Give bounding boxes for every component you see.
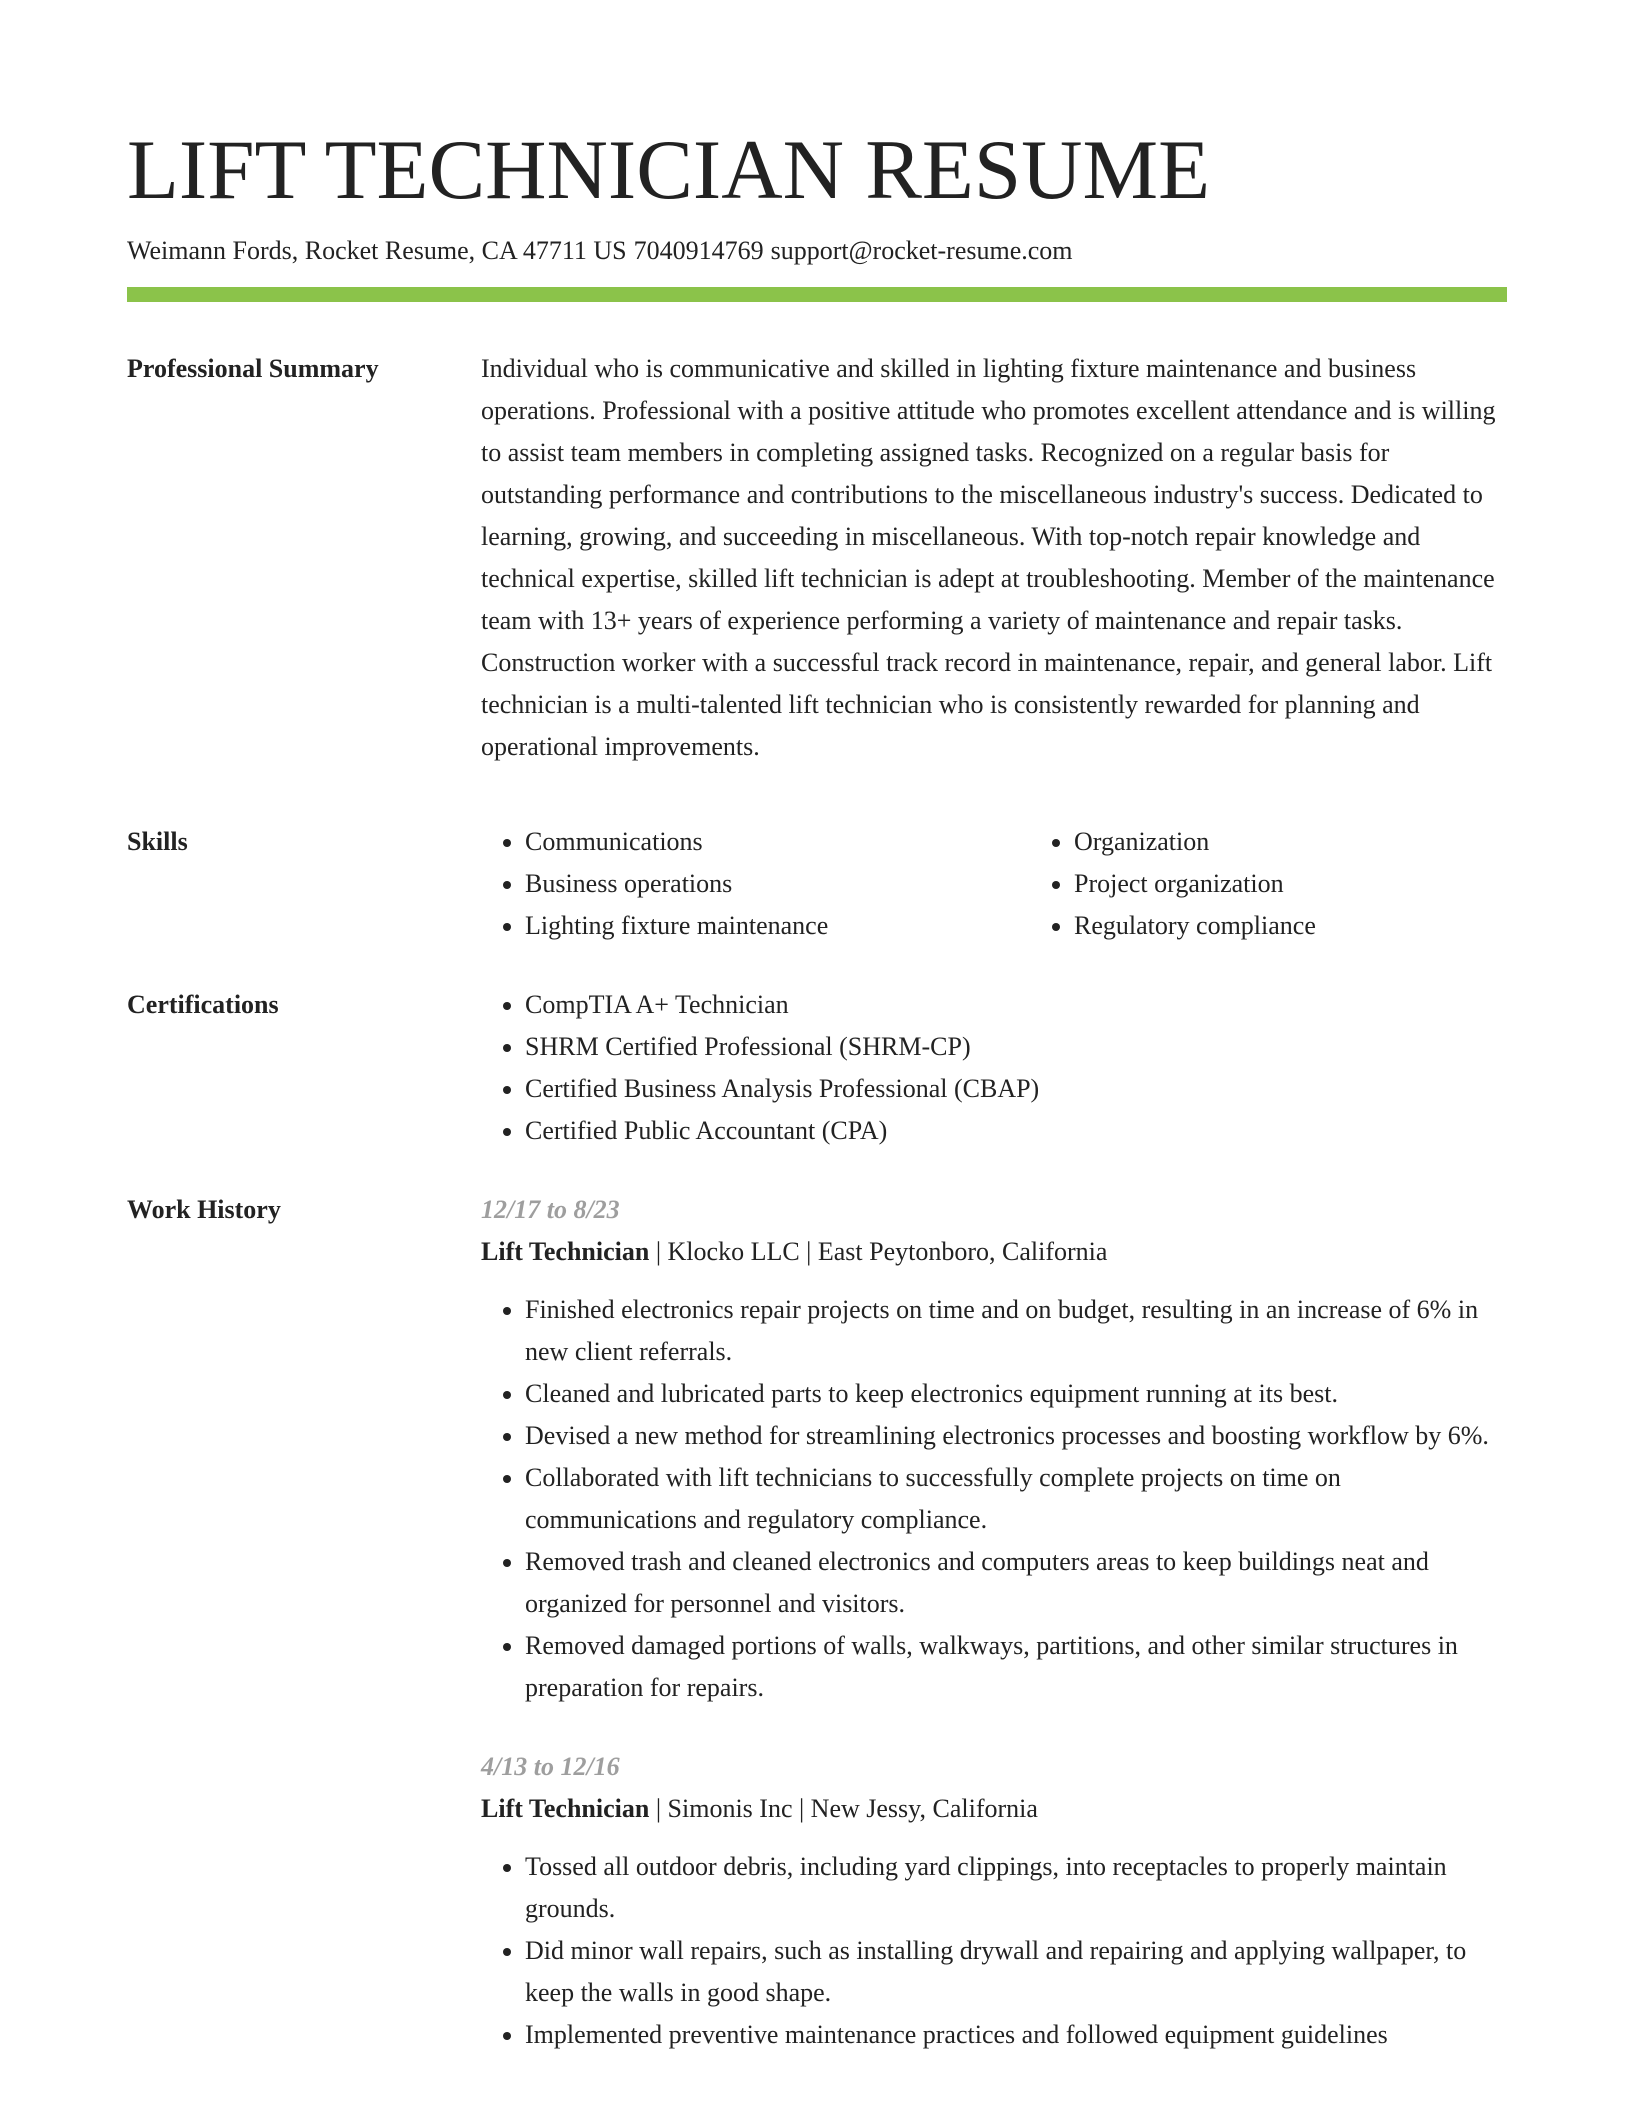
job-heading [481,1788,1507,1830]
certification-item: • SHRM Certified Professional (SHRM-CP) [525,1026,1507,1068]
skill-item: • Communications [525,821,1030,863]
skill-item: • Regulatory compliance [1074,905,1316,947]
certification-item: • Certified Business Analysis Professional (CBAP) [525,1068,1507,1110]
section-label-summary: Professional Summary [127,354,379,383]
skills-section [127,821,1507,947]
resume-body [127,348,1507,2056]
job-bullets [481,1289,1507,1709]
job-bullet: • Removed damaged portions of walls, walkways, partitions, and other similar structures in preparation for repairs. [525,1625,1507,1709]
job-bullet: • Did minor wall repairs, such as installing drywall and repairing and applying wallpaper, to keep the walls in good shape. [525,1930,1507,2014]
section-label-work-history: Work History [127,1195,281,1224]
job-bullet: • Cleaned and lubricated parts to keep electronics equipment running at its best. [525,1373,1507,1415]
resume-header [127,118,1507,268]
certification-item: • Certified Public Accountant (CPA) [525,1110,1507,1152]
job-bullet: • Tossed all outdoor debris, including yard clippings, into receptacles to properly maintain grounds. [525,1846,1507,1930]
section-label-skills: Skills [127,827,188,856]
job-dates: 12/17 to 8/23 [481,1195,620,1224]
skill-item: • Project organization [1074,863,1316,905]
section-label-certifications: Certifications [127,990,279,1019]
summary-text: Individual who is communicative and skilled in lighting fixture maintenance and business operations. Professional with a positive attitude who promotes excellent attendance and is willing to assist team members in completing assigned tasks. Recognized on a regular basis for outstanding performance and contributions to the miscellaneous industry's success. Dedicated to learning, growing, and succeeding in miscellaneous. With top-notch repair knowledge and technical expertise, skilled lift technician is adept at troubleshooting. Member of the maintenance team with 13+ years of experience performing a variety of maintenance and repair tasks. Construction worker with a successful track record in maintenance, repair, and general labor. Lift technician is a multi-talented lift technician who is consistently rewarded for planning and operational improvements. [481,354,1496,761]
job-company-location: | Simonis Inc | New Jessy, California [649,1794,1038,1823]
certifications-section [127,984,1507,1152]
job-bullet: • Removed trash and cleaned electronics and computers areas to keep buildings neat and organized for personnel and visitors. [525,1541,1507,1625]
contact-address: Weimann Fords, Rocket Resume, CA 47711 US [127,236,627,265]
job-entry [481,1189,1507,1709]
skills-list-left [481,821,1030,947]
contact-line [127,234,1507,268]
resume-title: LIFT TECHNICIAN RESUME [127,123,1211,217]
skills-list-right [1030,821,1316,947]
contact-email: support@rocket-resume.com [770,236,1073,265]
header-divider [127,287,1507,302]
certification-item: • CompTIA A+ Technician [525,984,1507,1026]
job-bullet: • Devised a new method for streamlining electronics processes and boosting workflow by 6%. [525,1415,1507,1457]
job-bullet: • Finished electronics repair projects on time and on budget, resulting in an increase of 6% in new client referrals. [525,1289,1507,1373]
job-dates: 4/13 to 12/16 [481,1752,620,1781]
summary-section [127,348,1507,768]
work-history-section [127,1189,1507,2056]
job-entry [481,1746,1507,2056]
job-bullet: • Collaborated with lift technicians to successfully complete projects on time on communications and regulatory compliance. [525,1457,1507,1541]
skill-item: • Organization [1074,821,1316,863]
job-bullet: • Implemented preventive maintenance practices and followed equipment guidelines [525,2014,1507,2056]
skill-item: • Business operations [525,863,1030,905]
job-company-location: | Klocko LLC | East Peytonboro, California [649,1237,1108,1266]
job-title: Lift Technician [481,1794,650,1823]
job-title: Lift Technician [481,1237,650,1266]
contact-phone: 7040914769 [633,236,764,265]
certifications-list [481,984,1507,1152]
job-bullets [481,1846,1507,2056]
skill-item: • Lighting fixture maintenance [525,905,1030,947]
job-heading [481,1231,1507,1273]
